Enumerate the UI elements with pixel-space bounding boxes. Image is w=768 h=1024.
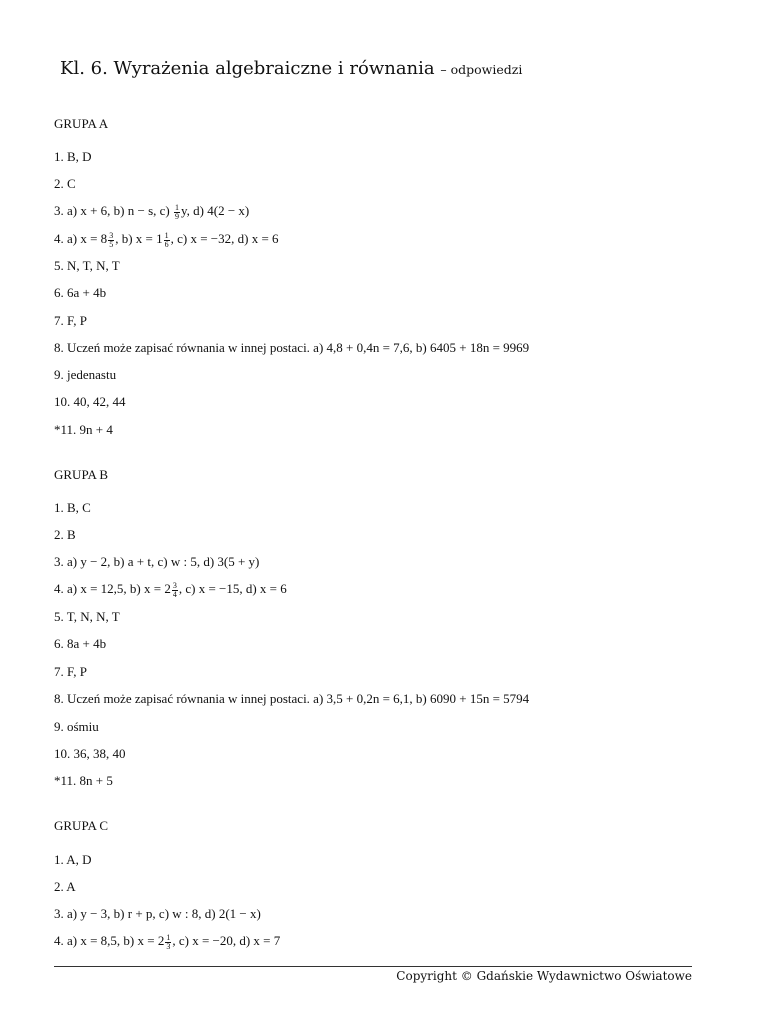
fraction xyxy=(108,232,114,249)
fraction-denominator: 6 xyxy=(164,239,169,249)
answer-text: y, d) 4(2 − x) xyxy=(181,203,250,218)
answer-line: 9. jedenastu xyxy=(54,367,117,382)
fraction-numerator: 1 xyxy=(175,202,179,212)
title-main: Kl. 6. Wyrażenia algebraiczne i równania xyxy=(60,58,435,79)
answer-line: 5. N, T, N, T xyxy=(54,258,120,273)
fraction-numerator: 1 xyxy=(166,932,171,942)
answer-line: *11. 9n + 4 xyxy=(54,422,113,437)
answer-line-with-fraction xyxy=(54,932,280,951)
copyright-notice: Copyright © Gdańskie Wydawnictwo Oświatowe xyxy=(396,969,692,983)
answer-line: 3. a) y − 2, b) a + t, c) w : 5, d) 3(5 + y) xyxy=(54,554,260,569)
fraction xyxy=(164,232,170,249)
answer-line: 9. ośmiu xyxy=(54,719,99,734)
answer-line: 7. F, P xyxy=(54,313,87,328)
fraction xyxy=(172,582,178,599)
answer-text: 3. a) x + 6, b) n − s, c) xyxy=(54,203,173,218)
answer-text: , c) x = −15, d) x = 6 xyxy=(178,581,287,596)
fraction-denominator: 4 xyxy=(172,589,177,599)
group-heading-a: GRUPA A xyxy=(54,116,109,131)
answer-line: 8. Uczeń może zapisać równania w innej postaci. a) 3,5 + 0,2n = 6,1, b) 6090 + 15n = 5794 xyxy=(54,691,530,706)
answer-text: , b) x = 1 xyxy=(115,231,163,246)
title-subtitle: – odpowiedzi xyxy=(440,62,523,77)
answer-line: 1. B, D xyxy=(54,149,92,164)
answer-line-with-fraction xyxy=(54,202,249,221)
fraction-denominator: 9 xyxy=(175,211,179,221)
page-title xyxy=(60,58,522,79)
answer-line: 3. a) y − 3, b) r + p, c) w : 8, d) 2(1 − x) xyxy=(54,906,261,921)
answer-line: 2. B xyxy=(54,527,76,542)
group-heading-c: GRUPA C xyxy=(54,818,109,833)
answer-line: *11. 8n + 5 xyxy=(54,773,113,788)
answer-line: 1. B, C xyxy=(54,500,91,515)
fraction xyxy=(174,204,180,221)
answer-line-with-fraction xyxy=(54,580,287,599)
answer-line: 1. A, D xyxy=(54,852,92,867)
group-heading-b: GRUPA B xyxy=(54,467,109,482)
fraction-denominator: 3 xyxy=(166,941,171,951)
answer-line: 10. 36, 38, 40 xyxy=(54,746,126,761)
answer-line: 2. A xyxy=(54,879,76,894)
answer-text: 4. a) x = 8 xyxy=(54,231,108,246)
answer-text: , c) x = −20, d) x = 7 xyxy=(172,933,281,948)
footer-divider xyxy=(54,966,692,967)
answer-line-with-fraction xyxy=(54,230,279,249)
answer-line: 5. T, N, N, T xyxy=(54,609,120,624)
fraction-numerator: 1 xyxy=(164,230,169,240)
answer-line: 7. F, P xyxy=(54,664,87,679)
answer-text: 4. a) x = 12,5, b) x = 2 xyxy=(54,581,171,596)
fraction-numerator: 3 xyxy=(109,230,114,240)
answer-line: 6. 8a + 4b xyxy=(54,636,107,651)
answer-text: 4. a) x = 8,5, b) x = 2 xyxy=(54,933,165,948)
fraction-denominator: 5 xyxy=(109,239,114,249)
answer-text: , c) x = −32, d) x = 6 xyxy=(170,231,279,246)
fraction xyxy=(165,934,171,951)
answer-line: 6. 6a + 4b xyxy=(54,285,107,300)
answer-line: 8. Uczeń może zapisać równania w innej postaci. a) 4,8 + 0,4n = 7,6, b) 6405 + 18n = 9969 xyxy=(54,340,530,355)
answer-line: 2. C xyxy=(54,176,76,191)
answer-line: 10. 40, 42, 44 xyxy=(54,394,126,409)
fraction-numerator: 3 xyxy=(172,580,177,590)
